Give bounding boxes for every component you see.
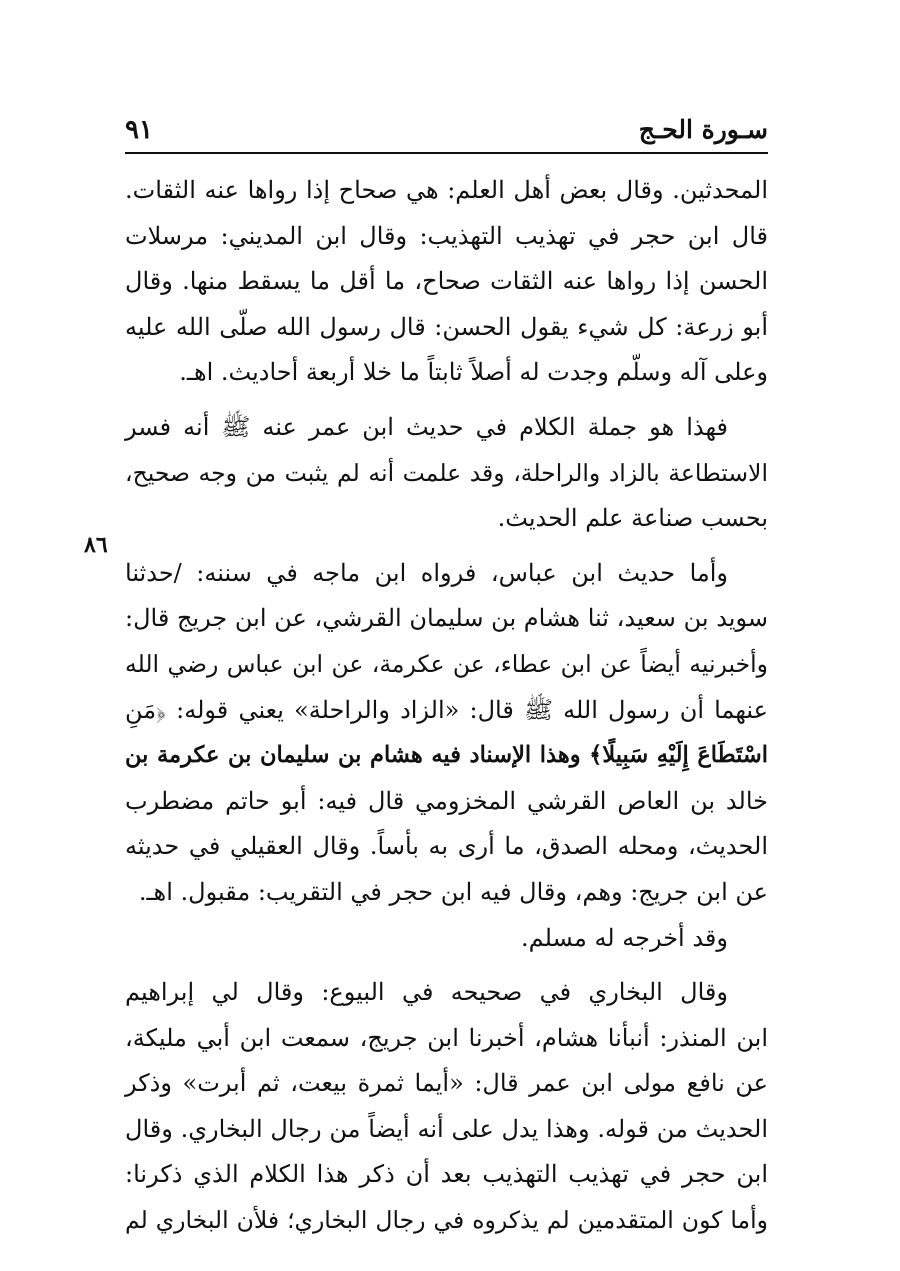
text-line: وعلى آله وسلّم وجدت له أصلاً ثابتاً ما خلا أربعة أحاديث. اهـ. <box>179 358 768 387</box>
text-line: وقال البخاري في صحيحه في البيوع: وقال لي إبراهيم <box>125 978 728 1007</box>
page-header <box>125 112 768 152</box>
text-line: الحسن إذا رواها عنه الثقات صحاح، ما أقل ما يسقط منها. وقال <box>125 267 768 296</box>
text-line: الاستطاعة بالزاد والراحلة، وقد علمت أنه لم يثبت من وجه صحيح، <box>125 458 768 487</box>
paragraph <box>125 168 768 396</box>
text-line: وقد أخرجه له مسلم. <box>521 923 728 952</box>
text-line: الحديث، ومحله الصدق، ما أرى به بأساً. وقال العقيلي في حديثه <box>125 832 768 861</box>
margin-page-reference: ٨٦ <box>84 532 108 558</box>
surah-title: سـورة الحـج <box>638 115 768 144</box>
text-line: بحسب صناعة علم الحديث. <box>497 504 768 533</box>
paragraph <box>125 970 768 1244</box>
header-divider <box>125 152 768 154</box>
paragraph <box>125 551 768 961</box>
text-line: أبو زرعة: كل شيء يقول الحسن: قال رسول الله صلّى الله عليه <box>125 312 768 341</box>
text-line: وأما حديث ابن عباس، فرواه ابن ماجه في سننه: /حدثنا <box>125 558 728 587</box>
text-line: ابن حجر في تهذيب التهذيب بعد أن ذكر هذا الكلام الذي ذكرنا: <box>125 1160 768 1189</box>
text-line: عن ابن جريج: وهم، وقال فيه ابن حجر في التقريب: مقبول. اهـ. <box>138 877 768 906</box>
text-line: المحدثين. وقال بعض أهل العلم: هي صحاح إذا رواها عنه الثقات. <box>125 176 768 204</box>
text-line: وأما كون المتقدمين لم يذكروه في رجال البخاري؛ فلأن البخاري لم <box>125 1206 768 1235</box>
text-line: خالد بن العاص القرشي المخزومي قال فيه: أبو حاتم مضطرب <box>125 786 768 815</box>
main-text <box>125 168 768 1244</box>
text-line: ابن المنذر: أنبأنا هشام، أخبرنا ابن جريج، سمعت ابن أبي مليكة، <box>125 1023 768 1052</box>
paragraph <box>125 405 768 542</box>
page-number: ٩١ <box>125 115 153 145</box>
text-line: فهذا هو جملة الكلام في حديث ابن عمر عنه ﷺ أنه فسر <box>125 412 728 441</box>
text-line: سويد بن سعيد، ثنا هشام بن سليمان القرشي، عن ابن جريج قال: <box>125 604 768 633</box>
text-line: وأخبرنيه أيضاً عن ابن عطاء، عن عكرمة، عن ابن عباس رضي الله <box>125 649 768 678</box>
text-line: قال ابن حجر في تهذيب التهذيب: وقال ابن المديني: مرسلات <box>125 221 768 250</box>
text-line: عن نافع مولى ابن عمر قال: «أيما ثمرة بيعت، ثم أبرت» وذكر <box>125 1069 768 1098</box>
text-line: عنهما أن رسول الله ﷺ قال: «الزاد والراحلة» يعني قوله: ﴿مَنِ <box>125 695 768 724</box>
text-line: الحديث من قوله. وهذا يدل على أنه أيضاً من رجال البخاري. وقال <box>125 1114 768 1143</box>
quran-verse-line: اسْتَطَاعَ إِلَيْهِ سَبِيلًا﴾ وهذا الإسناد فيه هشام بن سليمان بن عكرمة بن <box>125 742 768 769</box>
